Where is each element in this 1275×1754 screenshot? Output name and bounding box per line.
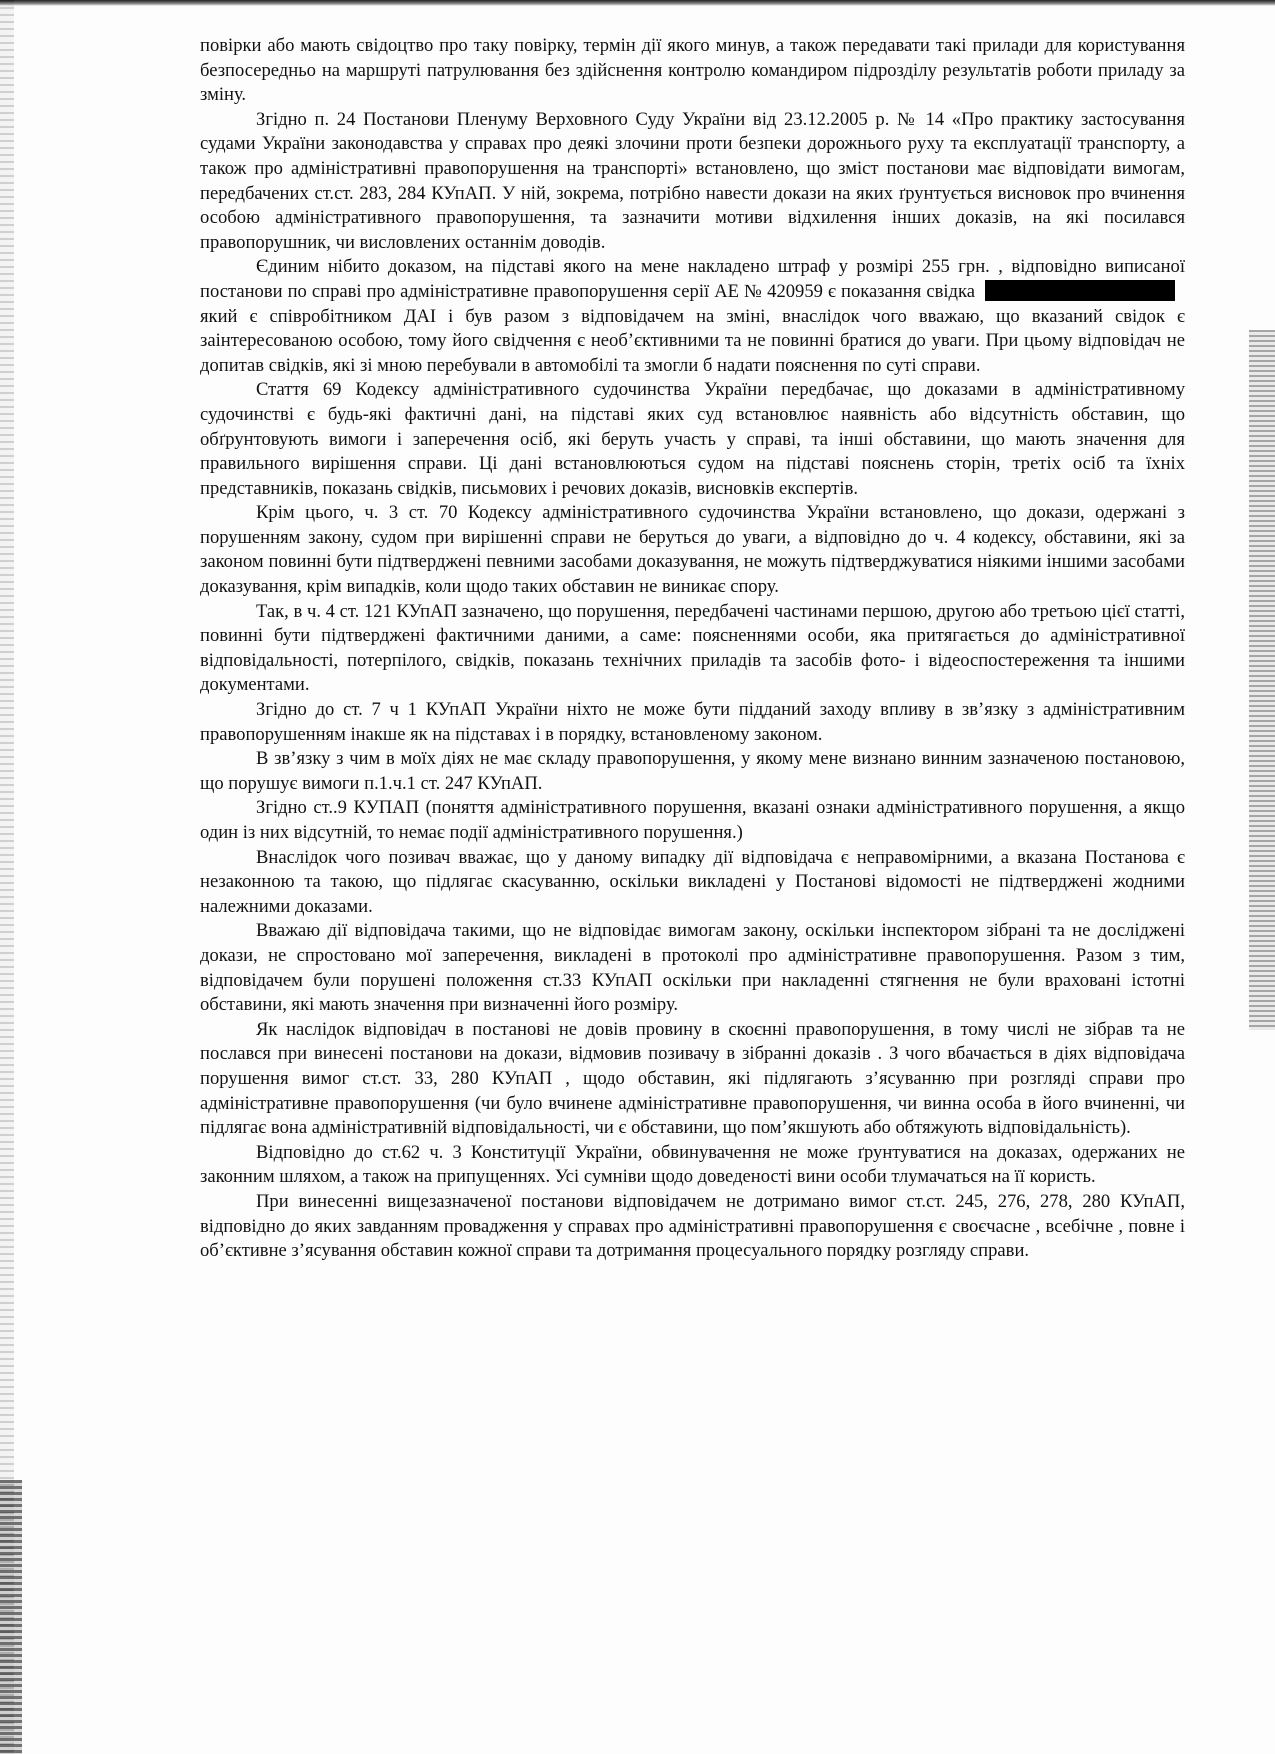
paragraph-11: Вважаю дії відповідача такими, що не відповідає вимогам закону, оскільки інспектором зібрані та не досліджені докази, не спростовано мої заперечення, викладені в протоколі про адміністративне правопорушення. Разом з тим, відповідачем були порушені положення ст.33 КУпАП оскільки при накладенні стягнення не були враховані істотні обставини, які мають значення при визначенні його розміру.: [200, 920, 1185, 1016]
paragraph-3-before: Єдиним нібито доказом, на підставі якого на мене накладено штраф у розмірі 255 грн. , відповідно виписаної постанови по справі про адміністративне правопорушення серії АЕ № 420959 є показання свідка: [200, 256, 1185, 302]
redaction-bar: [985, 280, 1175, 301]
paragraph-9: Згідно ст..9 КУПАП (поняття адміністративного порушення, вказані ознаки адміністративного порушення, а якщо один із них відсутній, то немає події адміністративного порушення.): [200, 797, 1185, 843]
paragraph-4: Стаття 69 Кодексу адміністративного судочинства України передбачає, що доказами в адміністративному судочинстві є будь-які фактичні дані, на підставі яких суд встановлює наявність або відсутність обставин, що обґрунтовують вимоги і заперечення осіб, які беруть участь у справі, та інші обставини, що мають значення для правильного вирішення справи. Ці дані встановлюються судом на підставі пояснень сторін, третіх осіб та їхніх представників, показань свідків, письмових і речових доказів, висновків експертів.: [200, 379, 1185, 499]
paragraph-2: Згідно п. 24 Постанови Пленуму Верховного Суду України від 23.12.2005 р. № 14 «Про практику застосування судами України законодавства у справах про деякі злочини проти безпеки дорожнього руху та експлуатації транспорту, а також про адміністративні правопорушення на транспорті» встановлено, що зміст постанови має відповідати вимогам, передбачених ст.ст. 283, 284 КУпАП. У ній, зокрема, потрібно навести докази на яких ґрунтується висновок про вчинення особою адміністративного правопорушення, та зазначити мотиви відхилення інших доказів, на які посилався правопорушник, чи висловлених останнім доводів.: [200, 108, 1185, 253]
paragraph-12: Як наслідок відповідач в постанові не довів провину в скоєнні правопорушення, в тому числі не зібрав та не послався при винесені постанови на докази, відмовив позивачу в зібранні доказів . З чого вбачається в діях відповідача порушення вимог ст.ст. 33, 280 КУпАП , щодо обставин, які підлягають з’ясуванню при розгляді справи про адміністративне правопорушення (чи було вчинене адміністративне правопорушення, чи винна особа в його вчиненні, чи підлягає вона адміністративній відповідальності, чи є обставини, що пом’якшують або обтяжують відповідальність).: [200, 1018, 1185, 1139]
scan-edge-top: [0, 0, 1275, 6]
scan-edge-left-dark: [0, 1480, 22, 1754]
paragraph-5: Крім цього, ч. 3 ст. 70 Кодексу адміністративного судочинства України встановлено, що докази, одержані з порушенням закону, судом при вирішенні справи не беруться до уваги, а відповідно до ч. 4 кодексу, обставини, які за законом повинні бути підтверджені певними засобами доказування, не можуть підтверджуватися ніякими іншими засобами доказування, крім випадків, коли щодо таких обставин не виникає спору.: [200, 502, 1185, 598]
paragraph-7: Згідно до ст. 7 ч 1 КУпАП України ніхто не може бути підданий заходу впливу в зв’язку з адміністративним правопорушенням інакше як на підставах і в порядку, встановленому законом.: [200, 699, 1185, 745]
paragraph-3: [200, 255, 1185, 378]
paragraph-10: Внаслідок чого позивач вважає, що у даному випадку дії відповідача є неправомірними, а вказана Постанова є незаконною та такою, що підлягає скасуванню, оскільки викладені у Постанові відомості не підтверджені жодними належними доказами.: [200, 846, 1185, 917]
paragraph-13: Відповідно до ст.62 ч. 3 Конституції України, обвинувачення не може ґрунтуватися на доказах, одержаних не законним шляхом, а також на припущеннях. Усі сумніви щодо доведеності вини особи тлумачаться на її користь.: [200, 1141, 1185, 1188]
paragraph-8: В зв’язку з чим в моїх діях не має складу правопорушення, у якому мене визнано винним зазначеною постановою, що порушує вимоги п.1.ч.1 ст. 247 КУпАП.: [200, 748, 1185, 794]
document-body: [200, 34, 1185, 1264]
paragraph-1: повірки або мають свідоцтво про таку повірку, термін дії якого минув, а також передавати такі прилади для користування безпосередньо на маршруті патрулювання без здійснення контролю командиром підрозділу результатів роботи приладу за зміну.: [200, 35, 1185, 106]
paragraph-6: Так, в ч. 4 ст. 121 КУпАП зазначено, що порушення, передбачені частинами першою, другою або третьою цієї статті, повинні бути підтверджені фактичними даними, а саме: поясненнями особи, яка притягається до адміністративної відповідальності, потерпілого, свідків, показань технічних приладів та засобів фото- і відеоспостереження та іншими документами.: [200, 600, 1185, 696]
paragraph-14: При винесенні вищезазначеної постанови відповідачем не дотримано вимог ст.ст. 245, 276, 278, 280 КУпАП, відповідно до яких завданням провадження у справах про адміністративні правопорушення є своєчасне , всебічне , повне і об’єктивне з’ясування обставин кожної справи та дотримання процесуального порядку розгляду справи.: [200, 1190, 1185, 1262]
scan-edge-right: [1249, 330, 1275, 1030]
paragraph-3-after: який є співробітником ДАІ і був разом з відповідачем на зміні, внаслідок чого вважаю, що вказаний свідок є заінтересованою особою, тому його свідчення є необ’єктивними та не повинні братися до уваги. При цьому відповідач не допитав свідків, які зі мною перебували в автомобілі та змогли б надати пояснення по суті справи.: [200, 305, 1185, 376]
